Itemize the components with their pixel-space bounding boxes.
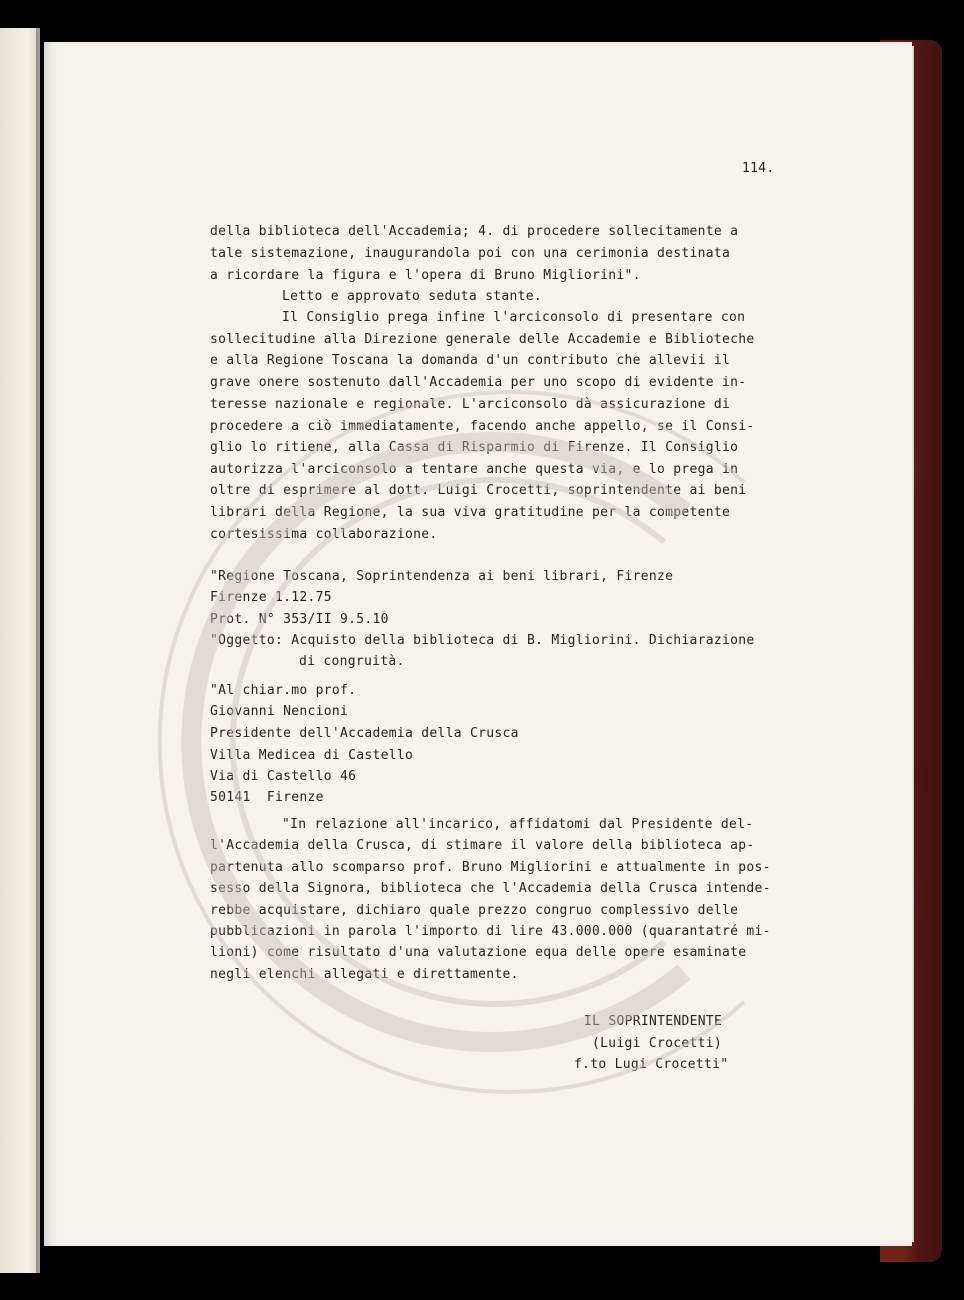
signature-title: IL SOPRINTENDENTE: [584, 1014, 723, 1029]
address-line: "Al chiar.mo prof.: [210, 683, 357, 698]
letter-header-line: Prot. N° 353/II 9.5.10: [210, 612, 389, 627]
page-number: 114.: [742, 161, 775, 176]
body-line: procedere a ciò immediatamente, facendo anche appello, se il Consi-: [210, 419, 755, 434]
body-line: teresse nazionale e regionale. L'arciconsolo dà assicurazione di: [210, 397, 731, 412]
letter-header-line: di congruità.: [299, 654, 405, 669]
document-page: [44, 42, 912, 1246]
body-line: grave onere sostenuto dall'Accademia per uno scopo di evidente in-: [210, 375, 747, 390]
letter-body-line: lioni) come risultato d'una valutazione equa delle opere esaminate: [210, 945, 747, 960]
address-line: Giovanni Nencioni: [210, 704, 349, 719]
letter-body-line: partenuta allo scomparso prof. Bruno Migliorini e attualmente in pos-: [210, 860, 771, 875]
body-line: sollecitudine alla Direzione generale delle Accademie e Biblioteche: [210, 332, 755, 347]
letter-header-line: Firenze 1.12.75: [210, 590, 332, 605]
body-line: a ricordare la figura e l'opera di Bruno Migliorini".: [210, 268, 641, 283]
body-line: oltre di esprimere al dott. Luigi Crocetti, soprintendente ai beni: [210, 483, 747, 498]
letter-body-line: pubblicazioni in parola l'importo di lire 43.000.000 (quarantatré mi-: [210, 924, 771, 939]
letter-body-line: "In relazione all'incarico, affidatomi dal Presidente del-: [282, 817, 754, 832]
body-line: cortesissima collaborazione.: [210, 527, 438, 542]
signature-name: (Luigi Crocetti): [592, 1036, 723, 1051]
facing-page-edge: [0, 28, 40, 1273]
body-line: Letto e approvato seduta stante.: [282, 289, 543, 304]
address-line: Villa Medicea di Castello: [210, 748, 414, 763]
letter-header-line: "Regione Toscana, Soprintendenza ai beni librari, Firenze: [210, 569, 674, 584]
body-line: e alla Regione Toscana la domanda d'un contributo che allevii il: [210, 353, 731, 368]
body-line: della biblioteca dell'Accademia; 4. di procedere sollecitamente a: [210, 224, 739, 239]
body-line: librari della Regione, la sua viva gratitudine per la competente: [210, 505, 731, 520]
address-line: Via di Castello 46: [210, 769, 357, 784]
letter-body-line: l'Accademia della Crusca, di stimare il valore della biblioteca ap-: [210, 838, 755, 853]
body-line: tale sistemazione, inaugurandola poi con una cerimonia destinata: [210, 246, 731, 261]
page-text: [44, 42, 775, 1072]
body-line: autorizza l'arciconsolo a tentare anche questa via, e lo prega in: [210, 462, 739, 477]
letter-body-line: sesso della Signora, biblioteca che l'Accademia della Crusca intende-: [210, 881, 771, 896]
body-line: glio lo ritiene, alla Cassa di Risparmio di Firenze. Il Consiglio: [210, 440, 739, 455]
body-line: Il Consiglio prega infine l'arciconsolo di presentare con: [282, 310, 746, 325]
address-line: Presidente dell'Accademia della Crusca: [210, 726, 519, 741]
letter-header-line: "Oggetto: Acquisto della biblioteca di B. Migliorini. Dichiarazione: [210, 633, 755, 648]
letter-body-line: rebbe acquistare, dichiaro quale prezzo congruo complessivo delle: [210, 903, 739, 918]
signature-signed: f.to Lugi Crocetti": [574, 1057, 729, 1072]
letter-body-line: negli elenchi allegati e direttamente.: [210, 967, 519, 982]
address-line: 50141 Firenze: [210, 790, 324, 805]
